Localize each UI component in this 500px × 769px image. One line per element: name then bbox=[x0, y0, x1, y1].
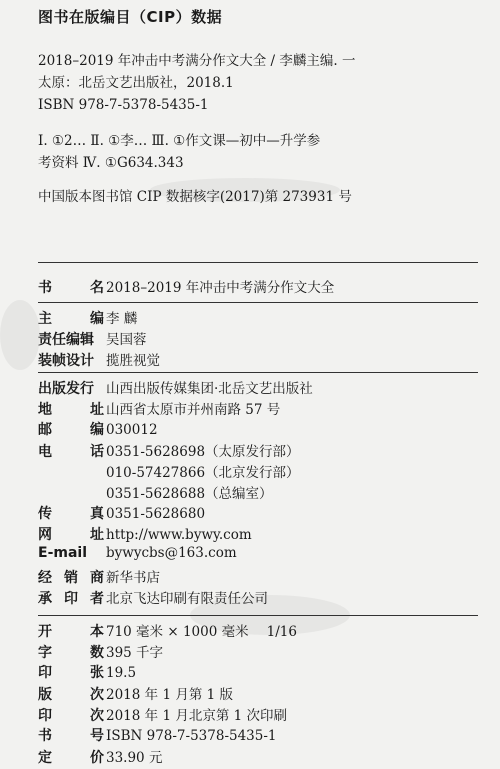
info-row bbox=[38, 349, 478, 370]
cip-line-data-number: 中国版本图书馆 CIP 数据核字(2017)第 273931 号 bbox=[38, 189, 352, 205]
info-label: 书 名 bbox=[38, 280, 104, 296]
info-row bbox=[38, 524, 478, 545]
info-label: 承 印 者 bbox=[38, 591, 104, 607]
info-label: 网 址 bbox=[38, 527, 104, 543]
sheets-value: 19.5 bbox=[106, 665, 137, 681]
info-row bbox=[38, 566, 478, 587]
info-row bbox=[38, 398, 478, 419]
info-label: 传 真 bbox=[38, 506, 104, 522]
info-label: 印 张 bbox=[38, 665, 104, 681]
info-label: 邮 编 bbox=[38, 422, 104, 438]
info-row bbox=[38, 683, 478, 704]
info-row bbox=[38, 482, 478, 503]
info-label: 字 数 bbox=[38, 645, 104, 661]
format-size: 710 毫米 × 1000 毫米 bbox=[106, 624, 249, 640]
info-label: 印 次 bbox=[38, 708, 104, 724]
info-label: 责任编辑 bbox=[38, 332, 94, 348]
info-row bbox=[38, 328, 478, 349]
info-row bbox=[38, 276, 478, 297]
cip-line-isbn: ISBN 978-7-5378-5435-1 bbox=[38, 97, 209, 113]
cip-title: 图书在版编目（CIP）数据 bbox=[38, 8, 223, 26]
fax-value: 0351-5628680 bbox=[106, 506, 206, 522]
email-value: bywycbs@163.com bbox=[106, 545, 237, 561]
info-row bbox=[38, 377, 478, 398]
info-row bbox=[38, 587, 478, 608]
info-row bbox=[38, 662, 478, 683]
info-row bbox=[38, 503, 478, 524]
price-value: 33.90 元 bbox=[106, 750, 163, 766]
postcode-value: 030012 bbox=[106, 422, 158, 438]
info-row bbox=[38, 545, 478, 566]
info-label: 书 号 bbox=[38, 728, 104, 744]
info-label: 开 本 bbox=[38, 624, 104, 640]
printer-value: 北京飞达印刷有限责任公司 bbox=[106, 591, 268, 607]
phone-value: 0351-5628688（总编室） bbox=[106, 486, 273, 502]
divider bbox=[38, 615, 478, 616]
cip-line-subject: Ⅰ. ①2… Ⅱ. ①李… Ⅲ. ①作文课—初中—升学参 bbox=[38, 133, 321, 149]
info-label: 装帧设计 bbox=[38, 353, 94, 369]
info-group-specs bbox=[38, 620, 478, 767]
word-count-value: 395 千字 bbox=[106, 645, 164, 661]
phone-value: 0351-5628698（太原发行部） bbox=[106, 444, 300, 460]
info-row bbox=[38, 704, 478, 725]
publisher-value: 山西出版传媒集团·北岳文艺出版社 bbox=[106, 381, 313, 397]
info-label: 定 价 bbox=[38, 750, 104, 766]
cip-line-classification: 考资料 Ⅳ. ①G634.343 bbox=[38, 155, 184, 171]
info-row bbox=[38, 419, 478, 440]
divider bbox=[38, 302, 478, 303]
info-label: E-mail bbox=[38, 545, 88, 561]
printing-value: 2018 年 1 月北京第 1 次印刷 bbox=[106, 708, 287, 724]
cip-record bbox=[38, 50, 478, 208]
bleed-through-mark bbox=[0, 300, 40, 370]
info-row bbox=[38, 461, 478, 482]
info-group-title bbox=[38, 276, 478, 297]
info-row bbox=[38, 725, 478, 746]
design-value: 揽胜视觉 bbox=[106, 353, 160, 369]
info-row bbox=[38, 620, 478, 641]
responsible-editor-value: 吴国蓉 bbox=[106, 332, 147, 348]
info-row bbox=[38, 641, 478, 662]
info-row bbox=[38, 746, 478, 767]
info-label: 经 销 商 bbox=[38, 570, 104, 586]
info-label: 地 址 bbox=[38, 402, 104, 418]
address-value: 山西省太原市并州南路 57 号 bbox=[106, 402, 281, 418]
format-value bbox=[106, 620, 297, 640]
format-fraction: 1/16 bbox=[266, 624, 297, 640]
edition-value: 2018 年 1 月第 1 版 bbox=[106, 687, 233, 703]
info-label: 出版发行 bbox=[38, 381, 94, 397]
cip-line-title: 2018–2019 年冲击中考满分作文大全 / 李麟主编. 一 bbox=[38, 53, 356, 69]
distributor-value: 新华书店 bbox=[106, 570, 160, 586]
cip-line-publisher: 太原：北岳文艺出版社，2018.1 bbox=[38, 75, 234, 91]
info-row bbox=[38, 307, 478, 328]
website-value: http://www.bywy.com bbox=[106, 527, 252, 543]
isbn-value: ISBN 978-7-5378-5435-1 bbox=[106, 728, 277, 744]
divider bbox=[38, 262, 478, 263]
phone-value: 010-57427866（北京发行部） bbox=[106, 465, 300, 481]
info-group-publisher bbox=[38, 377, 478, 608]
chief-editor-value: 李 麟 bbox=[106, 311, 138, 327]
info-row bbox=[38, 440, 478, 461]
divider bbox=[38, 372, 478, 373]
info-label: 版 次 bbox=[38, 687, 104, 703]
info-label: 电 话 bbox=[38, 444, 104, 460]
info-label: 主 编 bbox=[38, 311, 104, 327]
book-title-value: 2018–2019 年冲击中考满分作文大全 bbox=[106, 280, 335, 296]
info-group-editors bbox=[38, 307, 478, 370]
